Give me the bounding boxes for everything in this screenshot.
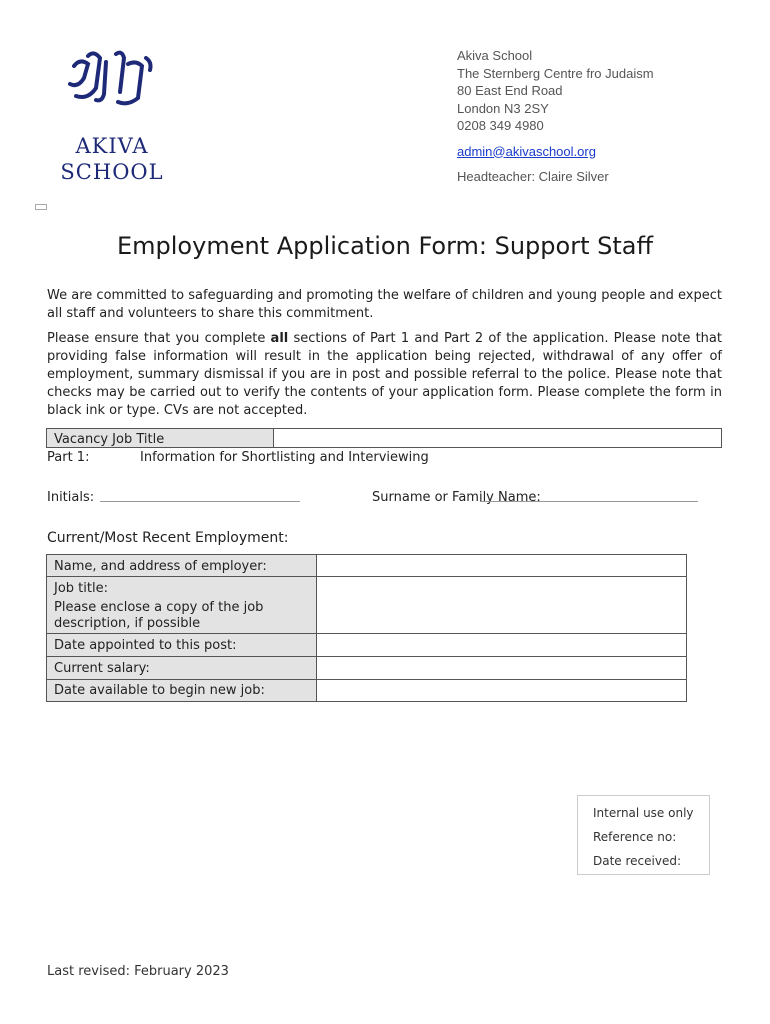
employment-table [46,554,687,702]
row-label: Current salary: [47,657,317,680]
date-appointed-input[interactable] [317,634,687,657]
table-row [47,657,687,680]
row-label-cell [47,577,317,634]
intro-bold-word: all [270,331,289,346]
email-link[interactable]: admin@akivaschool.org [457,143,596,159]
date-received-label: Date received: [593,854,682,868]
vacancy-input[interactable] [274,429,721,447]
address-line: The Sternberg Centre fro Judaism [457,65,654,81]
row-label: Job title: [54,581,108,596]
vacancy-row [46,428,722,448]
date-available-input[interactable] [317,680,687,702]
row-label: Date available to begin new job: [47,680,317,702]
row-sublabel: Please enclose a copy of the job description, if possible [54,600,264,631]
internal-use-box [577,795,710,875]
surname-label: Surname or Family Name: [372,490,541,505]
job-title-input[interactable] [317,577,687,634]
table-row [47,634,687,657]
intro-text: sections of Part 1 and Part 2 of the application. Please note that providing false information will result in the application being rejected, withdrawal of any offer of employment, summary dismissal if you are in post and possible referral to the police. Please note that checks may be carried out to verify the contents of your application form. Please complete the form in black ink or type. CVs are not accepted. [47,331,722,418]
intro-text: Please ensure that you complete [47,331,271,346]
row-label: Name, and address of employer: [47,555,317,577]
reference-label: Reference no: [593,830,677,844]
school-address [457,47,654,186]
part-1-heading [47,450,429,465]
part-1-description: Information for Shortlisting and Interviewing [140,450,429,465]
initials-field[interactable] [100,501,300,502]
akiva-emblem-icon [66,48,156,130]
intro-paragraph-2 [47,330,722,420]
surname-field[interactable] [480,501,698,502]
headteacher: Headteacher: Claire Silver [457,169,609,184]
employer-input[interactable] [317,555,687,577]
initials-label: Initials: [47,490,95,505]
last-revised: Last revised: February 2023 [47,964,229,979]
table-row [47,680,687,702]
table-row [47,577,687,634]
anchor-marker [35,204,47,210]
address-line: 0208 349 4980 [457,118,544,133]
intro-paragraph-1: We are committed to safeguarding and promoting the welfare of children and young people and expect all staff and volunteers to share this commitment. [47,288,722,321]
row-label: Date appointed to this post: [47,634,317,657]
logo-line-school: SCHOOL [60,160,164,184]
part-1-label: Part 1: [47,450,90,465]
salary-input[interactable] [317,657,687,680]
page-title: Employment Application Form: Support Staff [116,232,653,260]
school-logo [52,48,172,188]
address-line: Akiva School [457,48,533,63]
internal-title: Internal use only [593,806,694,820]
vacancy-label: Vacancy Job Title [47,429,274,447]
table-row [47,555,687,577]
address-line: 80 East End Road [457,83,563,98]
logo-line-akiva: AKIVA [75,134,149,158]
address-line: London N3 2SY [457,100,549,116]
employment-heading: Current/Most Recent Employment: [47,530,289,546]
